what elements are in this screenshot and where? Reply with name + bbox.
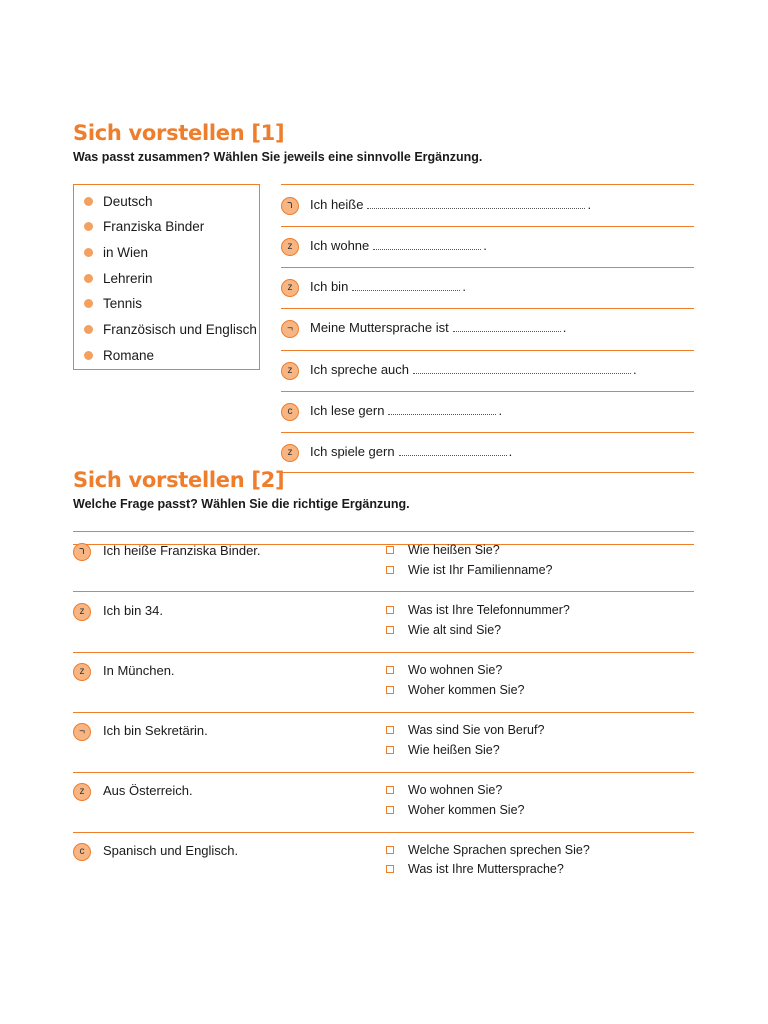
option-row[interactable] [386,743,500,757]
sentence-end: . [587,197,592,212]
sentence-text: Ich heiße [310,197,364,212]
answer-blank[interactable] [373,239,481,250]
sentence-row [310,197,591,212]
sentence-text: Ich bin [310,279,349,294]
option-label: Wo wohnen Sie? [408,783,503,797]
option-row[interactable] [386,603,570,617]
answer-text: Ich heiße Franziska Binder. [103,543,261,558]
sentence-row [310,444,512,459]
divider [281,226,694,227]
divider [281,432,694,433]
sentence-text: Meine Muttersprache ist [310,320,449,335]
sentence-text: Ich spiele gern [310,444,395,459]
divider [281,308,694,309]
answer-text: In München. [103,663,175,678]
bullet-icon [84,274,93,283]
word-item [84,244,148,262]
option-row[interactable] [386,843,590,857]
answer-blank[interactable] [352,280,460,291]
item-marker: z [73,603,91,621]
checkbox-icon[interactable] [386,546,394,554]
word-label: in Wien [103,245,149,260]
divider [73,652,694,653]
option-label: Was sind Sie von Beruf? [408,723,545,737]
checkbox-icon[interactable] [386,686,394,694]
checkbox-icon[interactable] [386,806,394,814]
option-row[interactable] [386,683,525,697]
item-marker: c [73,843,91,861]
sentence-text: Ich lese gern [310,403,385,418]
item-marker: z [73,783,91,801]
checkbox-icon[interactable] [386,566,394,574]
option-row[interactable] [386,803,525,817]
sentence-text: Ich wohne [310,238,370,253]
option-label: Welche Sprachen sprechen Sie? [408,843,590,857]
word-item [84,270,153,288]
word-item [84,193,153,211]
item-marker: c [281,403,299,421]
word-label: Tennis [103,296,143,311]
option-label: Wo wohnen Sie? [408,663,503,677]
sentence-end: . [498,403,503,418]
answer-blank[interactable] [453,321,561,332]
answer-blank[interactable] [388,404,496,415]
divider [281,184,694,185]
answer-text: Aus Österreich. [103,783,193,798]
section2-instruction: Welche Frage passt? Wählen Sie die richtige Ergänzung. [73,497,410,511]
checkbox-icon[interactable] [386,666,394,674]
checkbox-icon[interactable] [386,846,394,854]
word-label: Deutsch [103,194,153,209]
bullet-icon [84,248,93,257]
sentence-text: Ich spreche auch [310,362,410,377]
bullet-icon [84,299,93,308]
word-item [84,321,257,339]
option-label: Wie heißen Sie? [408,543,500,557]
option-label: Wie alt sind Sie? [408,623,502,637]
item-marker: z [281,279,299,297]
answer-blank[interactable] [413,363,631,374]
answer-text: Ich bin 34. [103,603,163,618]
checkbox-icon[interactable] [386,746,394,754]
divider [281,267,694,268]
word-label: Romane [103,348,155,363]
bullet-icon [84,197,93,206]
sentence-row [310,238,487,253]
item-marker: z [73,663,91,681]
option-label: Wie heißen Sie? [408,743,500,757]
bullet-icon [84,325,93,334]
option-row[interactable] [386,723,544,737]
section1-instruction: Was passt zusammen? Wählen Sie jeweils eine sinnvolle Ergänzung. [73,150,483,164]
option-label: Woher kommen Sie? [408,683,525,697]
sentence-row [310,279,466,294]
word-item [84,347,154,365]
checkbox-icon[interactable] [386,726,394,734]
item-marker: z [281,362,299,380]
word-item [84,218,204,236]
divider [73,591,694,592]
option-row[interactable] [386,862,564,876]
option-label: Woher kommen Sie? [408,803,525,817]
bullet-icon [84,222,93,231]
divider [281,391,694,392]
option-row[interactable] [386,543,500,557]
divider [281,350,694,351]
option-row[interactable] [386,783,502,797]
sentence-row [310,362,637,377]
answer-blank[interactable] [367,198,585,209]
answer-text: Ich bin Sekretärin. [103,723,208,738]
option-label: Was ist Ihre Muttersprache? [408,862,564,876]
divider [73,712,694,713]
word-label: Lehrerin [103,271,153,286]
option-label: Wie ist Ihr Familienname? [408,563,553,577]
sentence-row [310,403,502,418]
divider [73,832,694,833]
answer-text: Spanisch und Englisch. [103,843,239,858]
divider [73,772,694,773]
sentence-end: . [562,320,567,335]
divider [73,531,694,532]
item-marker: ¬ [281,320,299,338]
word-label: Franziska Binder [103,219,205,234]
divider [281,472,694,473]
checkbox-icon[interactable] [386,606,394,614]
word-item [84,295,142,313]
item-marker: z [281,444,299,462]
checkbox-icon[interactable] [386,626,394,634]
sentence-end: . [462,279,466,294]
item-marker: ¬ [73,723,91,741]
checkbox-icon[interactable] [386,786,394,794]
word-label: Französisch und Englisch [103,322,257,337]
sentence-end: . [483,238,487,253]
option-label: Was ist Ihre Telefonnummer? [408,603,570,617]
section2-title: Sich vorstellen [2] [73,468,285,492]
option-row[interactable] [386,663,502,677]
sentence-end: . [633,362,637,377]
option-row[interactable] [386,623,501,637]
bullet-icon [84,351,93,360]
section1-title: Sich vorstellen [1] [73,121,285,145]
item-marker: z [281,238,299,256]
option-row[interactable] [386,563,553,577]
answer-blank[interactable] [399,445,507,456]
word-box [73,184,260,370]
item-marker: ר [281,197,299,215]
item-marker: ר [73,543,91,561]
sentence-row [310,320,566,335]
checkbox-icon[interactable] [386,865,394,873]
sentence-end: . [508,444,513,459]
